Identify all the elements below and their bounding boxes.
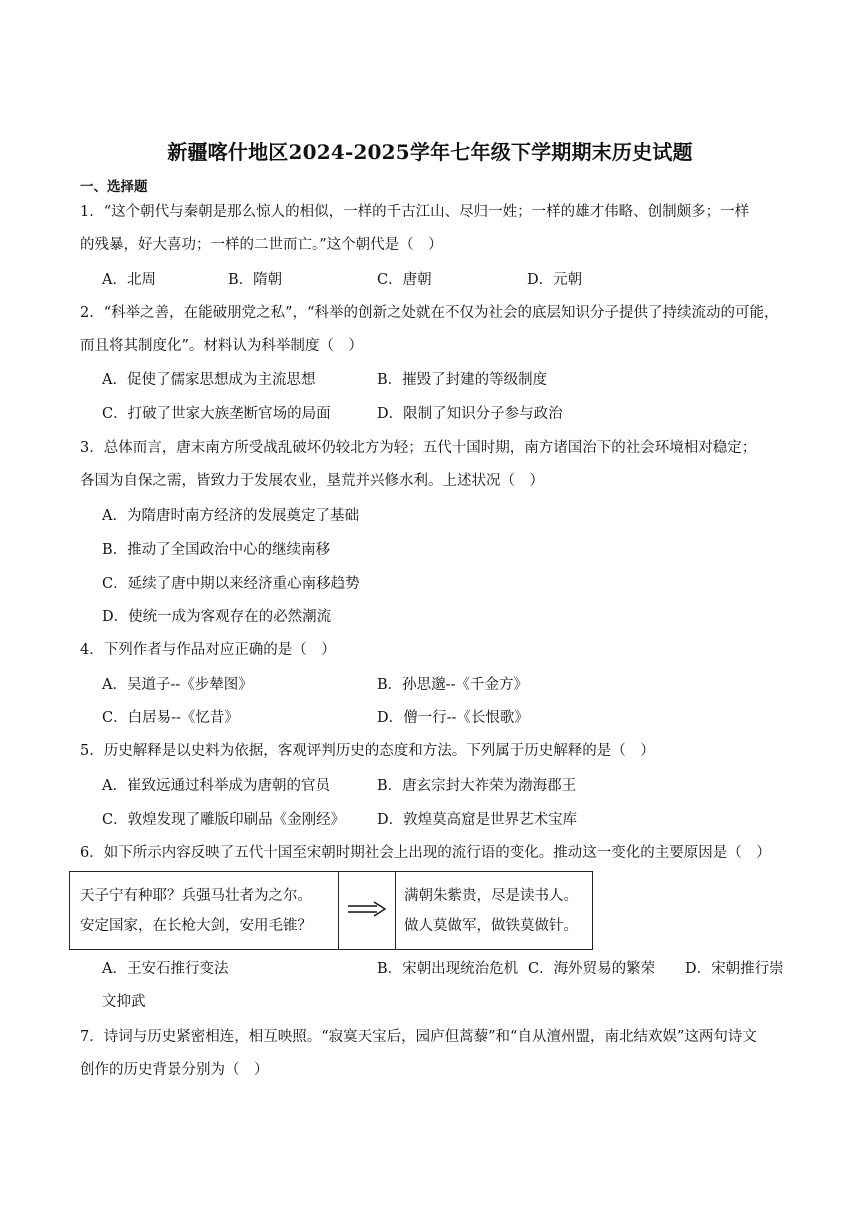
question-6-option-d-continued: 文抑武 <box>102 994 146 1010</box>
five-dynasties-slogans <box>70 872 339 950</box>
question-1-option-b: B．隋朝 <box>228 272 283 288</box>
question-5-option-c: C．敦煌发现了雕版印刷品《金刚经》 <box>102 812 346 828</box>
question-3-option-b: B．推动了全国政治中心的继续南移 <box>102 542 331 558</box>
question-6-option-d: D．宋朝推行崇 <box>685 961 784 977</box>
question-2-option-a: A．促使了儒家思想成为主流思想 <box>102 372 316 388</box>
question-5-option-d: D．敦煌莫高窟是世界艺术宝库 <box>377 812 578 828</box>
question-6-line-1: 6．如下所示内容反映了五代十国至宋朝时期社会上出现的流行语的变化。推动这一变化的主要原因是（ ） <box>80 845 771 861</box>
slogan-right-2: 做人莫做军，做铁莫做针。 <box>404 917 578 934</box>
question-1-option-d: D．元朝 <box>527 272 583 288</box>
question-6-option-a: A．王安石推行变法 <box>102 961 229 977</box>
question-1-line-1: 1．“这个朝代与秦朝是那么惊人的相似，一样的千古江山、尽归一姓；一样的雄才伟略、创制颇多；一样 <box>80 204 750 220</box>
question-3-option-a: A．为隋唐时南方经济的发展奠定了基础 <box>102 508 359 524</box>
question-4-option-c: C．白居易--《忆昔》 <box>102 710 239 726</box>
question-4-option-b: B．孙思邈--《千金方》 <box>377 677 528 693</box>
slogan-comparison-table <box>69 871 593 950</box>
question-3-line-2: 各国为自保之需，皆致力于发展农业，垦荒并兴修水利。上述状况（ ） <box>80 473 544 489</box>
question-7-line-1: 7．诗词与历史紧密相连，相互映照。“寂寞天宝后，园庐但蒿藜”和“自从澶州盟，南北结欢娱”这两句诗文 <box>80 1029 757 1045</box>
question-5-line-1: 5．历史解释是以史料为依据，客观评判历史的态度和方法。下列属于历史解释的是（ ） <box>80 743 655 759</box>
slogan-left-1: 天子宁有种耶？兵强马壮者为之尔。 <box>80 887 312 904</box>
question-6-option-b: B．宋朝出现统治危机 <box>377 961 519 977</box>
arrow-cell <box>339 872 396 950</box>
question-1-option-a: A．北周 <box>102 272 156 288</box>
question-3-option-c: C．延续了唐中期以来经济重心南移趋势 <box>102 576 360 592</box>
question-1-option-c: C．唐朝 <box>377 272 432 288</box>
question-2-option-c: C．打破了世家大族垄断官场的局面 <box>102 406 331 422</box>
question-1-line-2: 的残暴，好大喜功；一样的二世而亡。”这个朝代是（ ） <box>80 237 443 253</box>
question-5-option-a: A．崔致远通过科举成为唐朝的官员 <box>102 778 330 794</box>
song-dynasty-slogans <box>396 872 593 950</box>
question-4-option-a: A．吴道子--《步辇图》 <box>102 677 253 693</box>
question-4-line-1: 4．下列作者与作品对应正确的是（ ） <box>80 642 336 658</box>
exam-title: 新疆喀什地区2024-2025学年七年级下学期期末历史试题 <box>167 140 693 164</box>
question-3-line-1: 3．总体而言，唐末南方所受战乱破坏仍较北方为轻；五代十国时期，南方诸国治下的社会环境相对稳定； <box>80 440 757 456</box>
section-heading: 一、选择题 <box>80 179 148 195</box>
double-right-arrow-icon <box>347 901 387 917</box>
question-6-option-c: C．海外贸易的繁荣 <box>528 961 656 977</box>
question-4-option-d: D．僧一行--《长恨歌》 <box>377 710 529 726</box>
slogan-right-1: 满朝朱紫贵，尽是读书人。 <box>404 887 578 904</box>
question-7-line-2: 创作的历史背景分别为（ ） <box>80 1062 269 1078</box>
question-2-option-b: B．摧毁了封建的等级制度 <box>377 372 548 388</box>
question-2-line-2: 而且将其制度化”。材料认为科举制度（ ） <box>80 338 363 354</box>
question-2-line-1: 2．“科举之善，在能破朋党之私”，“科举的创新之处就在不仅为社会的底层知识分子提供了持续流动的可能， <box>80 305 779 321</box>
question-2-option-d: D．限制了知识分子参与政治 <box>377 406 563 422</box>
question-3-option-d: D．使统一成为客观存在的必然潮流 <box>102 609 332 625</box>
slogan-left-2: 安定国家，在长枪大剑，安用毛锥？ <box>80 917 312 934</box>
question-5-option-b: B．唐玄宗封大祚荣为渤海郡王 <box>377 778 577 794</box>
